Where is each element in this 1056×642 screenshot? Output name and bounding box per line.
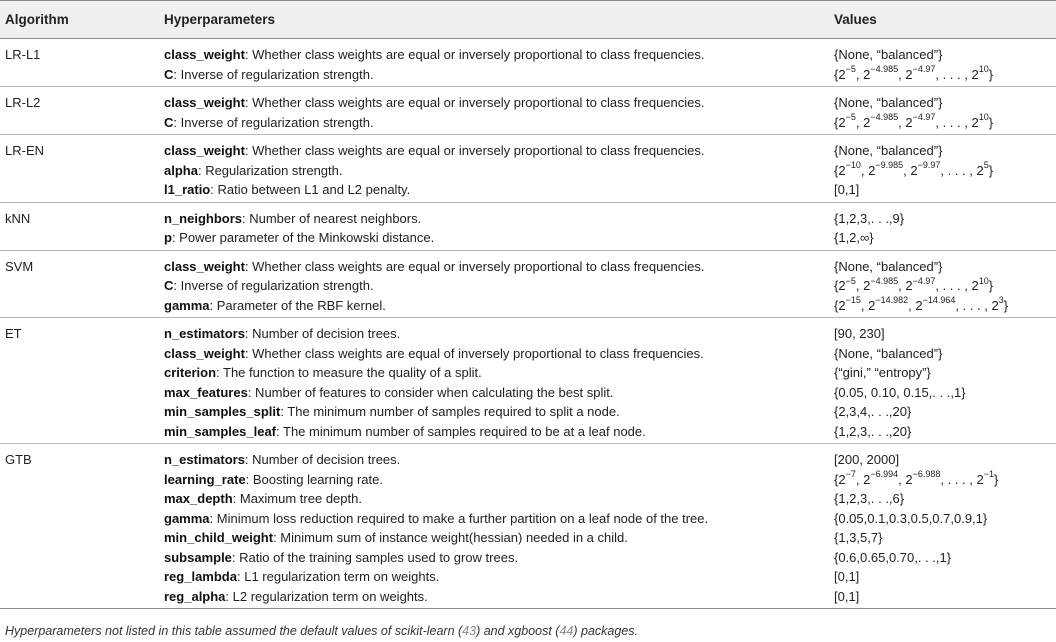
hyperparameter-line: [164, 363, 834, 383]
hyperparameter-line: [164, 489, 834, 509]
hyperparameter-value: {2,3,4,. . .,20}: [834, 404, 912, 419]
header-values: Values: [834, 1, 1056, 39]
hyperparameter-name: n_estimators: [164, 326, 245, 341]
hyperparameter-line: [164, 528, 834, 548]
hyperparameter-name: n_neighbors: [164, 210, 243, 226]
hyperparameter-name: C: [164, 66, 174, 82]
hyperparameter-value: {1,2,3,. . .,9}: [834, 210, 905, 226]
hyperparameter-description: : The function to measure the quality of a split.: [216, 365, 482, 380]
hyperparameter-name: gamma: [164, 297, 210, 313]
algorithm-cell: [0, 87, 164, 135]
hyperparameter-name: learning_rate: [164, 471, 246, 487]
hyperparameter-line: [164, 45, 834, 65]
hyperparameter-name: n_estimators: [164, 452, 245, 467]
table-row: [0, 444, 1056, 609]
hyperparameter-value: {0.05,0.1,0.3,0.5,0.7,0.9,1}: [834, 510, 988, 526]
table-header-row: [0, 1, 1056, 39]
algorithm-cell: [0, 202, 164, 250]
hyperparameter-name: class_weight: [164, 143, 245, 158]
hyperparameter-line: [164, 402, 834, 422]
hyperparameter-description: : Ratio between L1 and L2 penalty.: [210, 182, 411, 197]
hyperparameter-name: l1_ratio: [164, 182, 211, 197]
values-cell: [834, 444, 1056, 609]
hyperparameter-name: alpha: [164, 162, 198, 178]
hyperparameter-value: {$2^{-15}$, $2^{-14.982}$, $2^{-14.964}$, . . . , $2^3$}: [834, 295, 1009, 313]
hyperparameter-line: [164, 296, 834, 316]
hyperparameter-description: : L1 regularization term on weights.: [236, 569, 440, 584]
hyperparameter-value: [0,1]: [834, 569, 860, 584]
table-row: [0, 202, 1056, 250]
algorithm-name: kNN: [5, 210, 31, 226]
hyperparameter-name: max_depth: [164, 491, 233, 506]
algorithm-name: LR-EN: [5, 143, 45, 158]
hyperparameter-value: [90, 230]: [834, 326, 885, 341]
hyperparameter-name: class_weight: [164, 345, 245, 361]
hyperparameter-line: [164, 509, 834, 529]
hyperparameter-description: : Parameter of the RBF kernel.: [209, 297, 386, 313]
hyperparameter-line: [164, 324, 834, 344]
hyperparameter-description: : Whether class weights are equal or inversely proportional to class frequencies.: [244, 95, 705, 110]
hyperparameter-description: : Power parameter of the Minkowski distance.: [171, 230, 435, 245]
footnote-text-1: Hyperparameters not listed in this table assumed the default values of scikit-learn (: [5, 624, 463, 638]
header-algorithm: Algorithm: [0, 1, 164, 39]
hyperparameter-name: C: [164, 278, 174, 293]
hyperparameter-description: : L2 regularization term on weights.: [225, 588, 428, 604]
hyperparameter-name: min_samples_leaf: [164, 423, 277, 439]
hyperparameter-line: [164, 228, 834, 248]
footnote-ref-44[interactable]: 44: [559, 624, 574, 638]
hyperparameter-value: [0,1]: [834, 182, 860, 197]
hyperparameters-cell: [164, 444, 834, 609]
hyperparameter-value: {None, “balanced”}: [834, 95, 943, 110]
footnote-text-2: ) and xgboost (: [476, 624, 560, 638]
footnote-ref-43[interactable]: 43: [462, 624, 477, 638]
hyperparameters-cell: [164, 250, 834, 318]
hyperparameter-value: {$2^{-5}$, $2^{-4.985}$, $2^{-4.97}$, . . . , $2^{10}$}: [834, 275, 994, 293]
hyperparameter-description: : Whether class weights are equal or inversely proportional to class frequencies.: [244, 143, 705, 158]
hyperparameter-description: : Inverse of regularization strength.: [173, 66, 374, 82]
hyperparameter-description: : Boosting learning rate.: [245, 471, 383, 487]
table-row: [0, 250, 1056, 318]
values-cell: [834, 250, 1056, 318]
hyperparameter-line: [164, 141, 834, 161]
hyperparameter-line: [164, 548, 834, 568]
hyperparameter-description: : Inverse of regularization strength.: [173, 278, 374, 293]
table-row: [0, 39, 1056, 87]
values-cell: [834, 202, 1056, 250]
hyperparameter-name: p: [164, 230, 172, 245]
hyperparameter-line: [164, 65, 834, 85]
hyperparameters-cell: [164, 202, 834, 250]
algorithm-cell: [0, 318, 164, 444]
hyperparameter-name: reg_alpha: [164, 588, 226, 604]
hyperparameter-line: [164, 587, 834, 607]
header-hyperparameters: Hyperparameters: [164, 1, 834, 39]
hyperparameter-value: {None, “balanced”}: [834, 47, 943, 62]
hyperparameter-value: {None, “balanced”}: [834, 345, 943, 361]
hyperparameter-description: : Maximum tree depth.: [232, 491, 362, 506]
hyperparameter-value: {0.6,0.65,0.70,. . .,1}: [834, 549, 952, 565]
algorithm-cell: [0, 135, 164, 203]
hyperparameter-name: subsample: [164, 549, 232, 565]
hyperparameter-description: : The minimum number of samples required to be at a leaf node.: [276, 423, 646, 439]
table-body: [0, 39, 1056, 609]
hyperparameter-description: : Whether class weights are equal or inversely proportional to class frequencies.: [244, 258, 705, 274]
algorithm-name: GTB: [5, 452, 32, 467]
hyperparameter-description: : Minimum sum of instance weight(hessian) needed in a child.: [273, 530, 628, 545]
hyperparameter-value: {1,2,3,. . .,6}: [834, 491, 905, 506]
hyperparameter-name: min_child_weight: [164, 530, 274, 545]
hyperparameter-name: max_features: [164, 384, 248, 400]
algorithm-cell: [0, 250, 164, 318]
algorithm-cell: [0, 444, 164, 609]
hyperparameters-cell: [164, 135, 834, 203]
hyperparameter-line: [164, 93, 834, 113]
hyperparameter-name: class_weight: [164, 47, 245, 62]
hyperparameter-description: : Regularization strength.: [197, 162, 343, 178]
hyperparameters-cell: [164, 87, 834, 135]
hyperparameter-value: {$2^{-10}$, $2^{-9.985}$, $2^{-9.97}$, . . . , $2^5$}: [834, 160, 994, 178]
hyperparameter-value: [200, 2000]: [834, 452, 900, 467]
hyperparameter-line: [164, 180, 834, 200]
values-cell: [834, 318, 1056, 444]
values-cell: [834, 135, 1056, 203]
hyperparameter-line: [164, 344, 834, 364]
footnote-text-3: ) packages.: [573, 624, 638, 638]
hyperparameter-name: C: [164, 114, 174, 130]
table-row: [0, 318, 1056, 444]
hyperparameter-name: gamma: [164, 510, 210, 526]
hyperparameter-line: [164, 209, 834, 229]
algorithm-name: ET: [5, 326, 22, 341]
hyperparameters-cell: [164, 39, 834, 87]
hyperparameter-description: : Minimum loss reduction required to make a further partition on a leaf node of the tree.: [209, 510, 709, 526]
values-cell: [834, 87, 1056, 135]
table-row: [0, 135, 1056, 203]
hyperparameter-name: class_weight: [164, 258, 245, 274]
hyperparameter-value: {1,2,∞}: [834, 230, 874, 245]
hyperparameter-value: {0.05, 0.10, 0.15,. . .,1}: [834, 384, 966, 400]
hyperparameter-value: {None, “balanced”}: [834, 143, 943, 158]
hyperparameter-description: : Whether class weights are equal of inversely proportional to class frequencies.: [244, 345, 704, 361]
algorithm-name: SVM: [5, 258, 34, 274]
hyperparameter-line: [164, 567, 834, 587]
hyperparameter-name: criterion: [164, 365, 217, 380]
hyperparameter-name: reg_lambda: [164, 569, 237, 584]
hyperparameter-description: : Inverse of regularization strength.: [173, 114, 374, 130]
hyperparameter-name: min_samples_split: [164, 404, 281, 419]
hyperparameter-line: [164, 422, 834, 442]
hyperparameter-description: : Whether class weights are equal or inversely proportional to class frequencies.: [244, 47, 705, 62]
hyperparameter-line: [164, 276, 834, 296]
hyperparameter-description: : Number of nearest neighbors.: [242, 210, 422, 226]
table-row: [0, 87, 1056, 135]
algorithm-name: LR-L1: [5, 47, 41, 62]
hyperparameter-value: {“gini,” “entropy”}: [834, 365, 931, 380]
algorithm-name: LR-L2: [5, 95, 41, 110]
hyperparameter-description: : Number of decision trees.: [244, 326, 401, 341]
hyperparameter-value: {1,3,5,7}: [834, 530, 883, 545]
hyperparameter-value: [0,1]: [834, 588, 860, 604]
hyperparameter-value: {1,2,3,. . .,20}: [834, 423, 912, 439]
hyperparameter-value: {$2^{-5}$, $2^{-4.985}$, $2^{-4.97}$, . . . , $2^{10}$}: [834, 112, 994, 130]
values-cell: [834, 39, 1056, 87]
hyperparameter-line: [164, 383, 834, 403]
hyperparameter-line: [164, 161, 834, 181]
table-footnote: [5, 624, 638, 638]
hyperparameter-name: class_weight: [164, 95, 245, 110]
algorithm-cell: [0, 39, 164, 87]
hyperparameter-description: : Ratio of the training samples used to grow trees.: [231, 549, 519, 565]
hyperparameter-line: [164, 470, 834, 490]
hyperparameter-value: {None, “balanced”}: [834, 258, 943, 274]
hyperparameters-cell: [164, 318, 834, 444]
hyperparameter-line: [164, 257, 834, 277]
hyperparameter-value: {$2^{-5}$, $2^{-4.985}$, $2^{-4.97}$, . . . , $2^{10}$}: [834, 64, 994, 82]
hyperparameter-value: {$2^{-7}$, $2^{-6.994}$, $2^{-6.988}$, . . . , $2^{-1}$}: [834, 469, 999, 487]
hyperparameter-line: [164, 113, 834, 133]
hyperparameter-description: : Number of features to consider when calculating the best split.: [247, 384, 614, 400]
hyperparameter-description: : The minimum number of samples required to split a node.: [280, 404, 620, 419]
hyperparameter-line: [164, 450, 834, 470]
hyperparameter-description: : Number of decision trees.: [244, 452, 401, 467]
